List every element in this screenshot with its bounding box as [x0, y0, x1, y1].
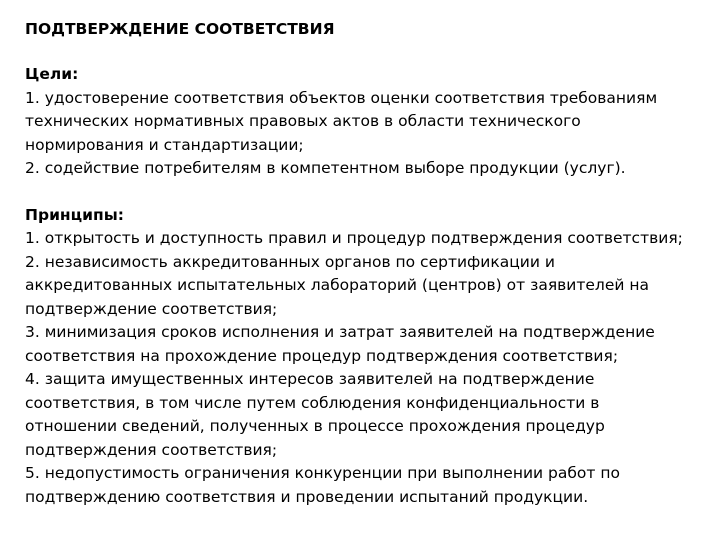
principles-line: 1. открытость и доступность правил и процедур подтверждения соответствия;	[25, 229, 683, 247]
slide-content	[25, 17, 705, 509]
goals-line: 2. содействие потребителям в компетентном выборе продукции (услуг).	[25, 159, 626, 177]
principles-line: соответствия, в том числе путем соблюдения конфиденциальности в	[25, 393, 600, 412]
principles-heading: Принципы:	[25, 205, 124, 224]
principles-line: 5. недопустимость ограничения конкуренции при выполнении работ по	[25, 464, 620, 482]
goals-heading: Цели:	[25, 65, 79, 83]
principles-line: соответствия на прохождение процедур подтверждения соответствия;	[25, 346, 619, 365]
principles-line: 3. минимизация сроков исполнения и затрат заявителей на подтверждение	[25, 323, 655, 341]
goals-line: технических нормативных правовых актов в области технического	[25, 112, 581, 130]
principles-line: подтверждения соответствия;	[25, 440, 278, 459]
goals-line: нормирования и стандартизации;	[25, 135, 304, 154]
principles-line: подтверждению соответствия и проведении испытаний продукции.	[25, 487, 589, 506]
principles-line: аккредитованных испытательных лабораторий (центров) от заявителей на	[25, 276, 650, 294]
principles-line: отношении сведений, полученных в процессе прохождения процедур	[25, 417, 605, 435]
page-title: ПОДТВЕРЖДЕНИЕ СООТВЕТСТВИЯ	[25, 20, 335, 38]
spacer	[25, 41, 705, 63]
goals-line: 1. удостоверение соответствия объектов оценки соответствия требованиям	[25, 88, 658, 107]
principles-line: подтверждение соответствия;	[25, 299, 278, 318]
principles-line: 2. независимость аккредитованных органов по сертификации и	[25, 252, 555, 271]
spacer	[25, 181, 705, 204]
principles-line: 4. защита имущественных интересов заявителей на подтверждение	[25, 370, 595, 388]
